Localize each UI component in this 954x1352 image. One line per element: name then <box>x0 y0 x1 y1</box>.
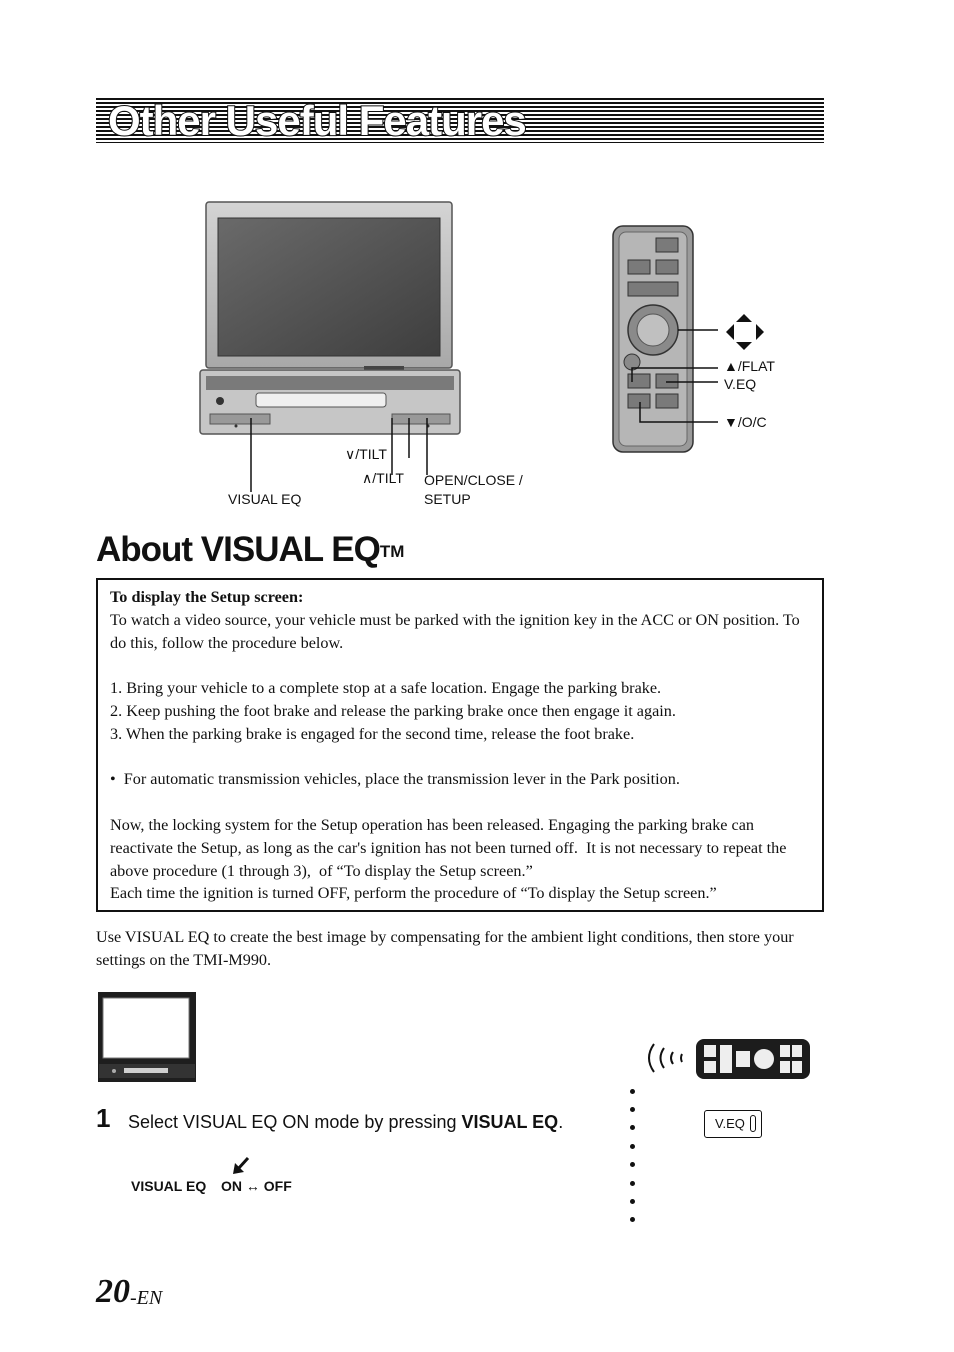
section-title: About VISUAL EQ™ <box>96 530 405 569</box>
step-number: 1 <box>96 1103 111 1133</box>
notice-steps <box>110 677 810 745</box>
tilt-down-label: ∨/TILT <box>345 446 387 462</box>
open-close-label: OPEN/CLOSE / <box>424 472 523 488</box>
mode-label: VISUAL EQ <box>131 1178 207 1194</box>
notice-step: 3. When the parking brake is engaged for the second time, release the foot brake. <box>110 724 635 743</box>
veq-key-label: V.EQ <box>715 1116 745 1131</box>
notice-intro: To watch a video source, your vehicle must be parked with the ignition key in the ACC or ON position. To do this, follow the procedure below. <box>110 610 800 652</box>
notice-paragraph: Each time the ignition is turned OFF, perform the procedure of “To display the Setup screen.” <box>110 884 717 903</box>
oc-label: ▼/O/C <box>724 414 767 430</box>
body-paragraph: Use VISUAL EQ to create the best image by compensating for the ambient light conditions, then store your settings on the TMI-M990. <box>96 928 794 969</box>
setup-notice-box <box>96 578 824 912</box>
step-instruction: Select VISUAL EQ ON mode by pressing VISUAL EQ. <box>128 1112 564 1132</box>
tilt-up-label: ∧/TILT <box>362 470 404 486</box>
veq-label: V.EQ <box>724 376 757 392</box>
trademark-mark: TM <box>379 542 405 561</box>
mode-arrow-icon: ↔ <box>245 1178 260 1194</box>
flat-label: ▲/FLAT <box>724 358 775 374</box>
visual-eq-label: VISUAL EQ <box>228 491 302 507</box>
mode-toggle-line <box>131 1177 292 1195</box>
notice-heading: To display the Setup screen: <box>110 588 304 606</box>
notice-paragraph: Now, the locking system for the Setup operation has been released. Engaging the parking brake can reactivate the Setup, as long as the car's ignition has not been turned off. It is not necessary to repeat the above procedure (1 through 3), of “To display the Setup screen.” <box>110 815 787 880</box>
setup-label: SETUP <box>424 491 471 507</box>
page-language-suffix: -EN <box>130 1287 163 1309</box>
veq-key-indicator <box>750 1115 756 1132</box>
mode-off: OFF <box>263 1178 292 1194</box>
selection-arrow-icon <box>230 1156 252 1176</box>
unit-pointer-lines <box>240 400 440 500</box>
notice-bullet: • For automatic transmission vehicles, place the transmission lever in the Park position. <box>110 770 680 789</box>
veq-key <box>704 1110 762 1138</box>
notice-step: 1. Bring your vehicle to a complete stop at a safe location. Engage the parking brake. <box>110 679 662 698</box>
page-title: Other Useful Features <box>108 97 526 144</box>
mode-on: ON <box>220 1178 242 1194</box>
remote-signal-illustration <box>640 1036 816 1082</box>
small-unit-illustration <box>96 990 200 1084</box>
notice-step: 2. Keep pushing the foot brake and release the parking brake once then engage it again. <box>110 701 676 720</box>
page-number: 20 <box>96 1273 130 1310</box>
